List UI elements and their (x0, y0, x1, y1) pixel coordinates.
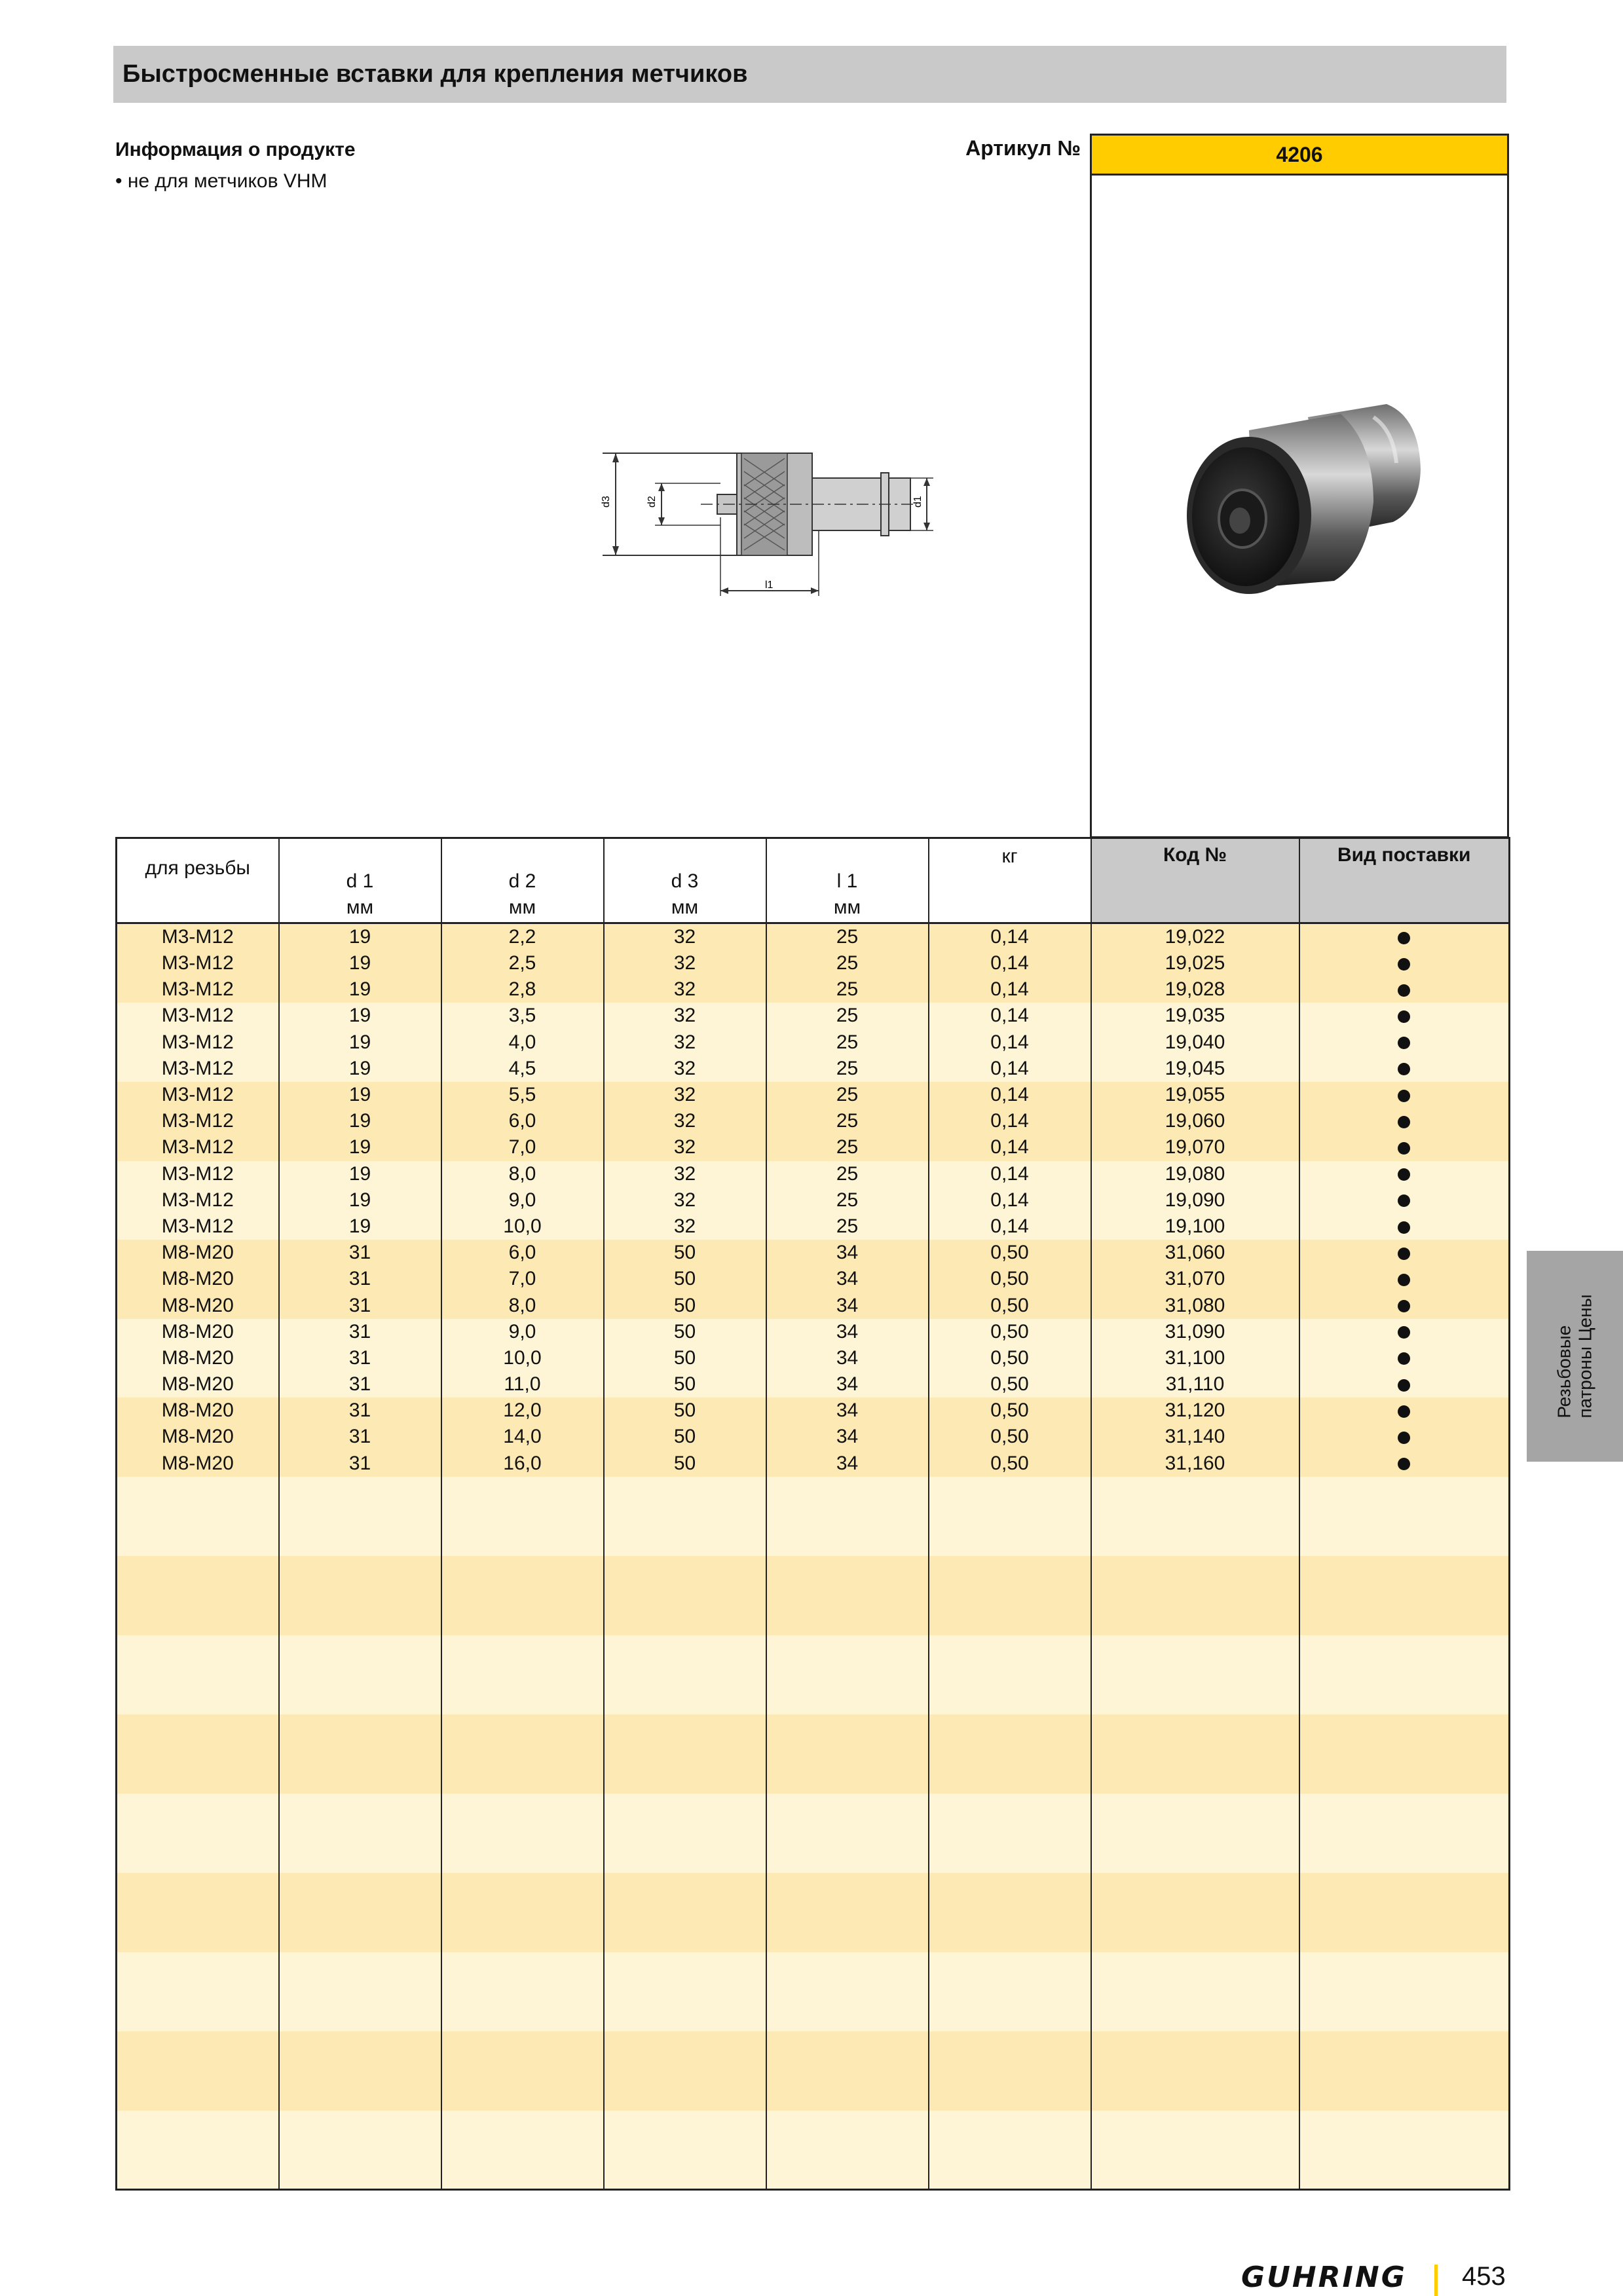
cell-d2: 9,0 (441, 1187, 604, 1213)
cell-d3: 32 (604, 923, 766, 951)
cell-thread: M8-M20 (117, 1319, 279, 1345)
cell-thread: M8-M20 (117, 1371, 279, 1398)
cell-supply (1299, 1345, 1510, 1371)
cell-kg: 0,50 (929, 1424, 1091, 1450)
cell-code: 31,090 (1091, 1319, 1299, 1345)
cell-code: 31,080 (1091, 1292, 1299, 1318)
col-d2-header: d 2 мм (441, 838, 604, 923)
product-info-heading: Информация о продукте (115, 139, 356, 160)
cell-d1: 19 (279, 1029, 441, 1056)
cell-d3: 50 (604, 1292, 766, 1318)
cell-d2: 6,0 (441, 1108, 604, 1134)
cell-d1: 19 (279, 1187, 441, 1213)
cell-l1: 25 (766, 1056, 929, 1082)
cell-thread: M3-M12 (117, 923, 279, 951)
cell-d3: 32 (604, 1029, 766, 1056)
cell-supply (1299, 1003, 1510, 1029)
availability-dot-icon (1398, 1405, 1410, 1418)
cell-kg: 0,14 (929, 923, 1091, 951)
cell-supply (1299, 1056, 1510, 1082)
empty-table-row (117, 1556, 1510, 1635)
cell-kg: 0,50 (929, 1371, 1091, 1398)
cell-kg: 0,14 (929, 950, 1091, 976)
cell-thread: M8-M20 (117, 1292, 279, 1318)
availability-dot-icon (1398, 1379, 1410, 1392)
cell-kg: 0,14 (929, 1003, 1091, 1029)
cell-d2: 8,0 (441, 1292, 604, 1318)
cell-l1: 34 (766, 1292, 929, 1318)
cell-d1: 19 (279, 1056, 441, 1082)
cell-d1: 19 (279, 1134, 441, 1160)
availability-dot-icon (1398, 1063, 1410, 1075)
cell-l1: 34 (766, 1319, 929, 1345)
availability-dot-icon (1398, 1274, 1410, 1286)
col-kg-header: кг (929, 838, 1091, 923)
cell-supply (1299, 1213, 1510, 1240)
cell-d1: 31 (279, 1319, 441, 1345)
cell-supply (1299, 1134, 1510, 1160)
table-row (117, 1319, 1510, 1345)
cell-l1: 25 (766, 923, 929, 951)
cell-d1: 31 (279, 1451, 441, 1477)
cell-d2: 3,5 (441, 1003, 604, 1029)
empty-table-row (117, 1873, 1510, 1952)
table-row (117, 1029, 1510, 1056)
cell-code: 19,060 (1091, 1108, 1299, 1134)
cell-d3: 32 (604, 976, 766, 1003)
cell-kg: 0,14 (929, 1108, 1091, 1134)
availability-dot-icon (1398, 1248, 1410, 1260)
cell-d3: 32 (604, 1003, 766, 1029)
cell-d3: 50 (604, 1398, 766, 1424)
cell-supply (1299, 1398, 1510, 1424)
table-row (117, 1451, 1510, 1477)
col-d3-header: d 3 мм (604, 838, 766, 923)
cell-d2: 4,5 (441, 1056, 604, 1082)
cell-kg: 0,14 (929, 976, 1091, 1003)
table-row (117, 1056, 1510, 1082)
cell-supply (1299, 1029, 1510, 1056)
availability-dot-icon (1398, 1432, 1410, 1444)
cell-d2: 16,0 (441, 1451, 604, 1477)
cell-thread: M8-M20 (117, 1451, 279, 1477)
cell-code: 31,140 (1091, 1424, 1299, 1450)
availability-dot-icon (1398, 1010, 1410, 1023)
cell-code: 19,055 (1091, 1082, 1299, 1108)
page-title: Быстросменные вставки для крепления метчиков (113, 46, 1506, 103)
cell-d3: 32 (604, 1056, 766, 1082)
cell-d2: 5,5 (441, 1082, 604, 1108)
cell-thread: M3-M12 (117, 1056, 279, 1082)
cell-d3: 32 (604, 1108, 766, 1134)
col-supply-header: Вид поставки (1299, 838, 1510, 923)
cell-supply (1299, 950, 1510, 976)
cell-kg: 0,50 (929, 1319, 1091, 1345)
cell-thread: M3-M12 (117, 976, 279, 1003)
empty-table-row (117, 2111, 1510, 2190)
table-row (117, 1424, 1510, 1450)
availability-dot-icon (1398, 1090, 1410, 1102)
cell-kg: 0,50 (929, 1266, 1091, 1292)
cell-d2: 6,0 (441, 1240, 604, 1266)
cell-d1: 19 (279, 923, 441, 951)
cell-d3: 32 (604, 950, 766, 976)
table-header-row (117, 838, 1510, 923)
cell-thread: M3-M12 (117, 1108, 279, 1134)
table-row (117, 950, 1510, 976)
cell-l1: 34 (766, 1451, 929, 1477)
cell-d3: 50 (604, 1345, 766, 1371)
cell-l1: 25 (766, 1213, 929, 1240)
cell-code: 19,090 (1091, 1187, 1299, 1213)
cell-d1: 31 (279, 1424, 441, 1450)
cell-d2: 7,0 (441, 1134, 604, 1160)
cell-thread: M3-M12 (117, 950, 279, 976)
col-code-header: Код № (1091, 838, 1299, 923)
table-row (117, 1345, 1510, 1371)
table-row (117, 1187, 1510, 1213)
cell-d2: 2,2 (441, 923, 604, 951)
cell-kg: 0,14 (929, 1056, 1091, 1082)
cell-supply (1299, 1082, 1510, 1108)
empty-table-row (117, 1477, 1510, 1556)
cell-d1: 31 (279, 1292, 441, 1318)
table-body (117, 923, 1510, 2190)
cell-supply (1299, 976, 1510, 1003)
product-photo (1177, 391, 1426, 630)
cell-l1: 34 (766, 1240, 929, 1266)
cell-kg: 0,50 (929, 1398, 1091, 1424)
cell-supply (1299, 1319, 1510, 1345)
table-row (117, 1213, 1510, 1240)
availability-dot-icon (1398, 1142, 1410, 1155)
side-tab-line2: патроны Цены (1575, 1294, 1595, 1418)
table-row (117, 1266, 1510, 1292)
cell-d3: 50 (604, 1319, 766, 1345)
cell-d3: 32 (604, 1134, 766, 1160)
cell-thread: M3-M12 (117, 1213, 279, 1240)
cell-code: 19,035 (1091, 1003, 1299, 1029)
article-number: 4206 (1092, 136, 1507, 176)
cell-d1: 19 (279, 1082, 441, 1108)
table-row (117, 1108, 1510, 1134)
product-info-note: • не для метчиков VHM (115, 170, 327, 192)
cell-d2: 2,5 (441, 950, 604, 976)
availability-dot-icon (1398, 1116, 1410, 1128)
cell-d2: 10,0 (441, 1345, 604, 1371)
availability-dot-icon (1398, 958, 1410, 971)
cell-supply (1299, 1424, 1510, 1450)
cell-supply (1299, 1266, 1510, 1292)
cell-l1: 25 (766, 1134, 929, 1160)
availability-dot-icon (1398, 1037, 1410, 1049)
cell-code: 19,040 (1091, 1029, 1299, 1056)
cell-thread: M8-M20 (117, 1345, 279, 1371)
dim-d1-label: d1 (912, 496, 923, 508)
cell-kg: 0,50 (929, 1240, 1091, 1266)
cell-d1: 19 (279, 1003, 441, 1029)
cell-kg: 0,14 (929, 1187, 1091, 1213)
cell-l1: 25 (766, 976, 929, 1003)
cell-code: 31,110 (1091, 1371, 1299, 1398)
cell-d3: 50 (604, 1451, 766, 1477)
cell-l1: 25 (766, 1187, 929, 1213)
cell-d3: 32 (604, 1213, 766, 1240)
cell-supply (1299, 923, 1510, 951)
empty-table-row (117, 2031, 1510, 2111)
table-row (117, 1003, 1510, 1029)
empty-table-row (117, 1635, 1510, 1714)
cell-code: 19,070 (1091, 1134, 1299, 1160)
cell-thread: M3-M12 (117, 1161, 279, 1187)
availability-dot-icon (1398, 1326, 1410, 1339)
table-row (117, 1134, 1510, 1160)
cell-code: 19,028 (1091, 976, 1299, 1003)
cell-l1: 25 (766, 1108, 929, 1134)
footer-divider (1434, 2265, 1438, 2296)
cell-d3: 32 (604, 1161, 766, 1187)
empty-table-row (117, 1794, 1510, 1873)
cell-kg: 0,14 (929, 1161, 1091, 1187)
cell-d2: 10,0 (441, 1213, 604, 1240)
cell-kg: 0,14 (929, 1213, 1091, 1240)
cell-kg: 0,50 (929, 1451, 1091, 1477)
cell-code: 31,120 (1091, 1398, 1299, 1424)
cell-d3: 50 (604, 1424, 766, 1450)
empty-table-row (117, 1952, 1510, 2031)
cell-thread: M3-M12 (117, 1082, 279, 1108)
guhring-logo: GUHRING (1241, 2261, 1407, 2294)
availability-dot-icon (1398, 1168, 1410, 1181)
col-l1-header: l 1 мм (766, 838, 929, 923)
cell-supply (1299, 1187, 1510, 1213)
cell-thread: M3-M12 (117, 1187, 279, 1213)
article-label: Артикул № (965, 136, 1081, 160)
empty-table-row (117, 1714, 1510, 1794)
cell-code: 19,080 (1091, 1161, 1299, 1187)
table-row (117, 1292, 1510, 1318)
cell-d2: 9,0 (441, 1319, 604, 1345)
cell-d3: 32 (604, 1187, 766, 1213)
cell-code: 31,070 (1091, 1266, 1299, 1292)
cell-d1: 31 (279, 1345, 441, 1371)
availability-dot-icon (1398, 1352, 1410, 1365)
dim-d2-label: d2 (646, 496, 658, 508)
cell-d2: 2,8 (441, 976, 604, 1003)
availability-dot-icon (1398, 1300, 1410, 1312)
cell-l1: 34 (766, 1398, 929, 1424)
cell-l1: 34 (766, 1424, 929, 1450)
cell-l1: 25 (766, 1029, 929, 1056)
cell-l1: 25 (766, 950, 929, 976)
cell-d3: 50 (604, 1371, 766, 1398)
cell-thread: M3-M12 (117, 1029, 279, 1056)
cell-supply (1299, 1161, 1510, 1187)
cell-kg: 0,14 (929, 1029, 1091, 1056)
cell-d2: 11,0 (441, 1371, 604, 1398)
product-table (115, 837, 1510, 2191)
availability-dot-icon (1398, 1221, 1410, 1234)
cell-supply (1299, 1371, 1510, 1398)
cell-d1: 19 (279, 1108, 441, 1134)
cell-d2: 14,0 (441, 1424, 604, 1450)
cell-d2: 7,0 (441, 1266, 604, 1292)
table-row (117, 923, 1510, 951)
cell-supply (1299, 1292, 1510, 1318)
cell-l1: 25 (766, 1003, 929, 1029)
cell-l1: 25 (766, 1161, 929, 1187)
col-d1-header: d 1 мм (279, 838, 441, 923)
availability-dot-icon (1398, 984, 1410, 997)
cell-code: 31,100 (1091, 1345, 1299, 1371)
cell-l1: 34 (766, 1345, 929, 1371)
cell-d2: 12,0 (441, 1398, 604, 1424)
cell-kg: 0,14 (929, 1082, 1091, 1108)
cell-thread: M3-M12 (117, 1003, 279, 1029)
table-row (117, 976, 1510, 1003)
dim-l1-label: l1 (765, 580, 774, 591)
cell-kg: 0,50 (929, 1292, 1091, 1318)
cell-code: 31,160 (1091, 1451, 1299, 1477)
cell-d1: 19 (279, 976, 441, 1003)
table-row (117, 1161, 1510, 1187)
cell-code: 19,025 (1091, 950, 1299, 976)
cell-kg: 0,50 (929, 1345, 1091, 1371)
availability-dot-icon (1398, 1458, 1410, 1470)
cell-supply (1299, 1108, 1510, 1134)
cell-code: 19,022 (1091, 923, 1299, 951)
cell-code: 31,060 (1091, 1240, 1299, 1266)
cell-d1: 31 (279, 1398, 441, 1424)
cell-thread: M8-M20 (117, 1240, 279, 1266)
cell-l1: 25 (766, 1082, 929, 1108)
cell-d1: 19 (279, 1161, 441, 1187)
cell-d1: 19 (279, 1213, 441, 1240)
cell-thread: M8-M20 (117, 1266, 279, 1292)
cell-kg: 0,14 (929, 1134, 1091, 1160)
cell-code: 19,100 (1091, 1213, 1299, 1240)
cell-d1: 31 (279, 1371, 441, 1398)
availability-dot-icon (1398, 932, 1410, 944)
cell-d1: 19 (279, 950, 441, 976)
table-row (117, 1240, 1510, 1266)
table-row (117, 1082, 1510, 1108)
cell-l1: 34 (766, 1371, 929, 1398)
cell-d3: 50 (604, 1240, 766, 1266)
cell-thread: M8-M20 (117, 1424, 279, 1450)
availability-dot-icon (1398, 1194, 1410, 1207)
cell-d1: 31 (279, 1240, 441, 1266)
cell-thread: M8-M20 (117, 1398, 279, 1424)
table-row (117, 1371, 1510, 1398)
cell-l1: 34 (766, 1266, 929, 1292)
side-section-tab[interactable] (1527, 1251, 1623, 1462)
cell-d2: 4,0 (441, 1029, 604, 1056)
col-thread-header: для резьбы (117, 838, 279, 923)
cell-code: 19,045 (1091, 1056, 1299, 1082)
cell-d1: 31 (279, 1266, 441, 1292)
side-tab-line1: Резьбовые (1554, 1325, 1575, 1418)
page-number: 453 (1462, 2262, 1506, 2291)
table-row (117, 1398, 1510, 1424)
cell-supply (1299, 1240, 1510, 1266)
article-box (1090, 134, 1509, 838)
cell-d3: 50 (604, 1266, 766, 1292)
dim-d3-label: d3 (601, 496, 612, 508)
cell-d3: 32 (604, 1082, 766, 1108)
cell-thread: M3-M12 (117, 1134, 279, 1160)
technical-drawing (589, 426, 956, 612)
cell-supply (1299, 1451, 1510, 1477)
cell-d2: 8,0 (441, 1161, 604, 1187)
